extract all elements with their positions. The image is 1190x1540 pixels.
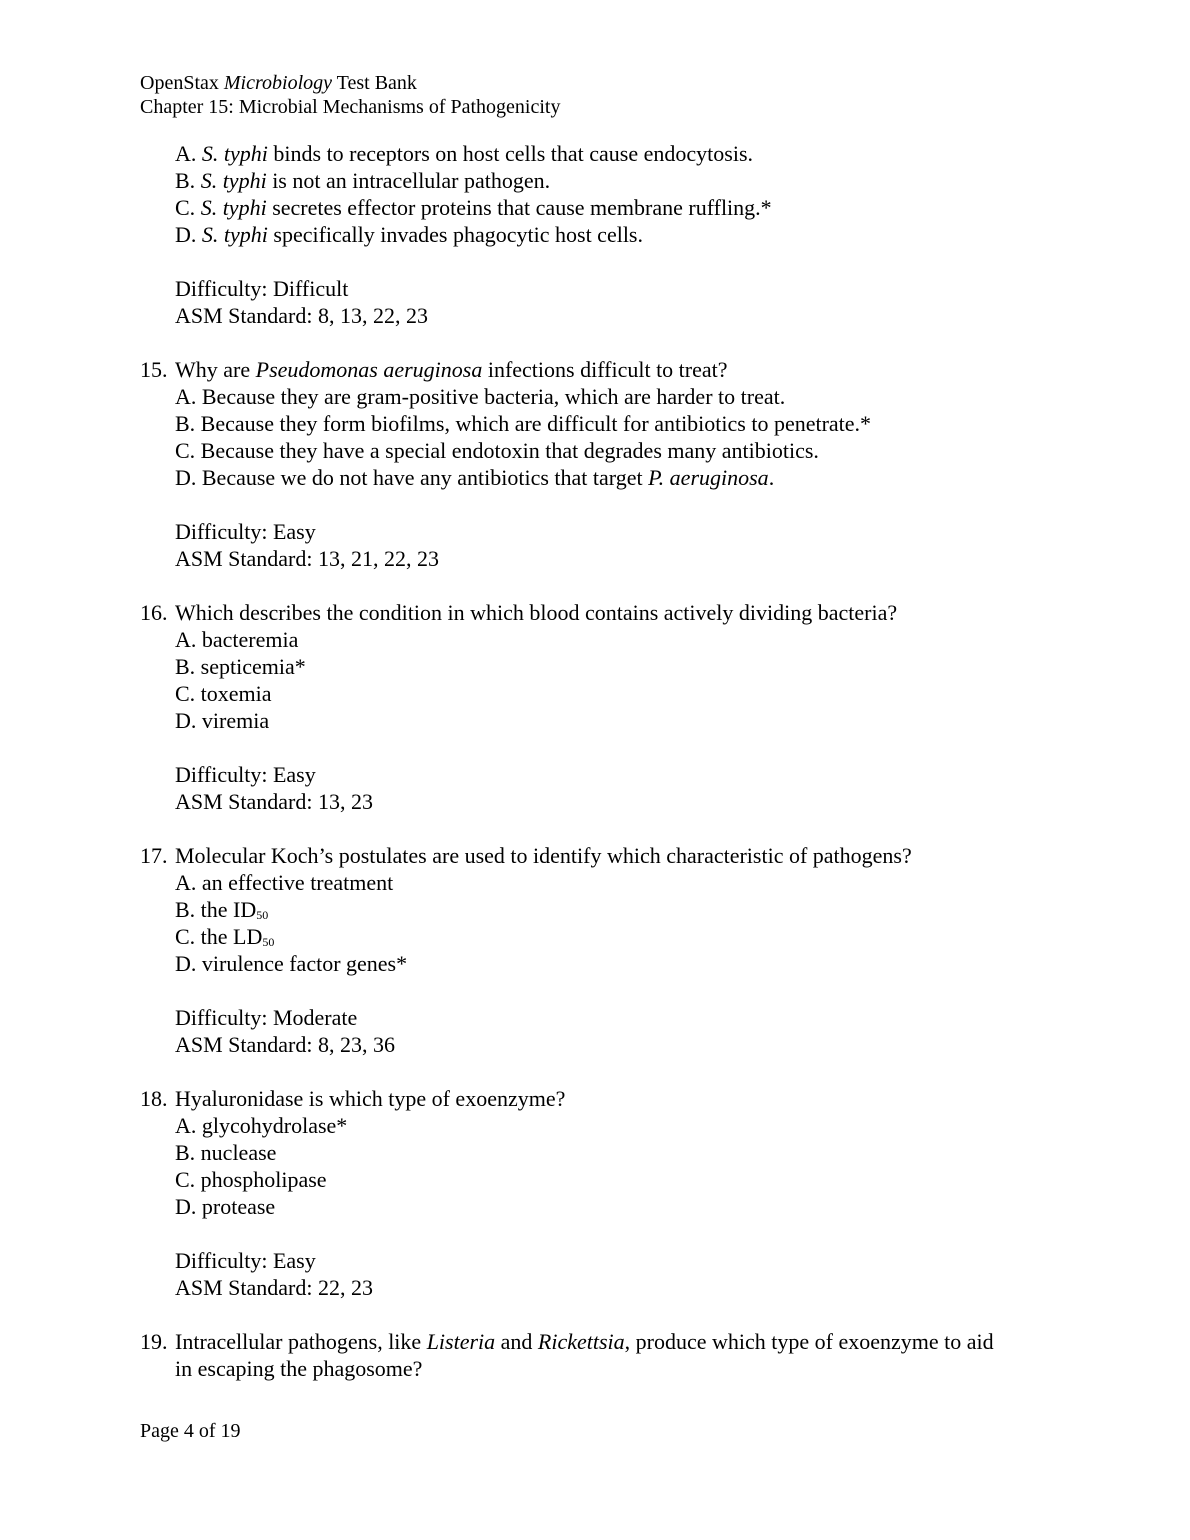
q14-option-b (140, 167, 1070, 194)
option-label: C. (175, 195, 201, 220)
subscript: 50 (262, 935, 275, 949)
q16-asm-standard: ASM Standard: 13, 23 (175, 789, 373, 814)
q18-asm-standard: ASM Standard: 22, 23 (175, 1275, 373, 1300)
q19-question-continued: in escaping the phagosome? (175, 1356, 423, 1381)
header-chapter: Chapter 15: Microbial Mechanisms of Pathogenicity (140, 96, 561, 118)
question-number: 16. (140, 600, 168, 625)
q17-question (140, 842, 1070, 869)
q17-asm-standard: ASM Standard: 8, 23, 36 (175, 1032, 395, 1057)
species-name: Pseudomonas aeruginosa (255, 357, 483, 382)
q18-option-a: A. glycohydrolase* (175, 1113, 348, 1138)
question-prefix: Why are (175, 357, 256, 382)
q16-option-c: C. toxemia (175, 681, 272, 706)
page-number: Page 4 of 19 (140, 1420, 241, 1442)
species-name: Rickettsia (537, 1329, 625, 1354)
question-mid: and (495, 1329, 538, 1354)
q15-question (140, 356, 1070, 383)
header-book-title: Microbiology (223, 72, 333, 94)
spacer (140, 1058, 1070, 1085)
q16-question (140, 599, 1070, 626)
option-text: is not an intracellular pathogen. (266, 168, 551, 193)
q17-option-d: D. virulence factor genes* (175, 951, 408, 976)
question-text (175, 356, 728, 383)
option-label: D. (175, 222, 202, 247)
q14-option-a (140, 140, 1070, 167)
species-name: S. typhi (200, 195, 267, 220)
q17-option-c (140, 923, 1070, 950)
option-text: binds to receptors on host cells that cause endocytosis. (267, 141, 754, 166)
species-name: P. aeruginosa (648, 465, 769, 490)
q18-option-d: D. protease (175, 1194, 276, 1219)
q16-option-b: B. septicemia* (175, 654, 306, 679)
spacer (140, 248, 1070, 275)
question-number: 18. (140, 1086, 168, 1111)
q14-option-d (140, 221, 1070, 248)
spacer (140, 1301, 1070, 1328)
question-text: Molecular Koch’s postulates are used to identify which characteristic of pathogens? (175, 843, 912, 868)
question-number: 19. (140, 1329, 168, 1354)
option-text: specifically invades phagocytic host cells. (267, 222, 643, 247)
q15-option-d (140, 464, 1070, 491)
q15-asm-standard: ASM Standard: 13, 21, 22, 23 (175, 546, 439, 571)
question-text: Which describes the condition in which blood contains actively dividing bacteria? (175, 600, 898, 625)
question-text: Hyaluronidase is which type of exoenzyme? (175, 1086, 566, 1111)
spacer (140, 815, 1070, 842)
option-text: D. Because we do not have any antibiotics that target (175, 465, 649, 490)
q15-difficulty: Difficulty: Easy (175, 519, 316, 544)
species-name: S. typhi (200, 168, 267, 193)
question-suffix: infections difficult to treat? (482, 357, 728, 382)
species-name: Listeria (426, 1329, 496, 1354)
species-name: S. typhi (201, 222, 268, 247)
option-label: A. (175, 141, 202, 166)
q18-option-b: B. nuclease (175, 1140, 277, 1165)
q14-asm-standard: ASM Standard: 8, 13, 22, 23 (175, 303, 428, 328)
header-title-line (140, 71, 560, 95)
q19-question (140, 1328, 1070, 1355)
subscript: 50 (256, 908, 269, 922)
option-text: secretes effector proteins that cause membrane ruffling.* (266, 195, 772, 220)
q17-option-a: A. an effective treatment (175, 870, 394, 895)
option-label: B. (175, 168, 201, 193)
q16-option-a: A. bacteremia (175, 627, 299, 652)
spacer (140, 491, 1070, 518)
document-body (140, 140, 1070, 1382)
q15-option-b: B. Because they form biofilms, which are difficult for antibiotics to penetrate.* (175, 411, 872, 436)
q16-option-d: D. viremia (175, 708, 270, 733)
q18-question (140, 1085, 1070, 1112)
q18-option-c: C. phospholipase (175, 1167, 327, 1192)
spacer (140, 977, 1070, 1004)
spacer (140, 1220, 1070, 1247)
question-suffix: , produce which type of exoenzyme to aid (624, 1329, 994, 1354)
q17-difficulty: Difficulty: Moderate (175, 1005, 358, 1030)
q15-option-c: C. Because they have a special endotoxin that degrades many antibiotics. (175, 438, 819, 463)
question-text (175, 1328, 994, 1355)
q15-option-a: A. Because they are gram-positive bacteria, which are harder to treat. (175, 384, 786, 409)
spacer (140, 734, 1070, 761)
q14-difficulty: Difficulty: Difficult (175, 276, 349, 301)
question-prefix: Intracellular pathogens, like (175, 1329, 427, 1354)
page-header (140, 71, 560, 119)
option-text: B. the ID (175, 897, 257, 922)
q18-difficulty: Difficulty: Easy (175, 1248, 316, 1273)
page-footer (140, 1419, 241, 1443)
spacer (140, 572, 1070, 599)
q14-option-c (140, 194, 1070, 221)
q16-difficulty: Difficulty: Easy (175, 762, 316, 787)
option-text: C. the LD (175, 924, 263, 949)
spacer (140, 329, 1070, 356)
header-suffix: Test Bank (332, 72, 417, 94)
question-number: 17. (140, 843, 168, 868)
question-number: 15. (140, 357, 168, 382)
q17-option-b (140, 896, 1070, 923)
species-name: S. typhi (201, 141, 268, 166)
header-prefix: OpenStax (140, 72, 224, 94)
option-suffix: . (768, 465, 775, 490)
